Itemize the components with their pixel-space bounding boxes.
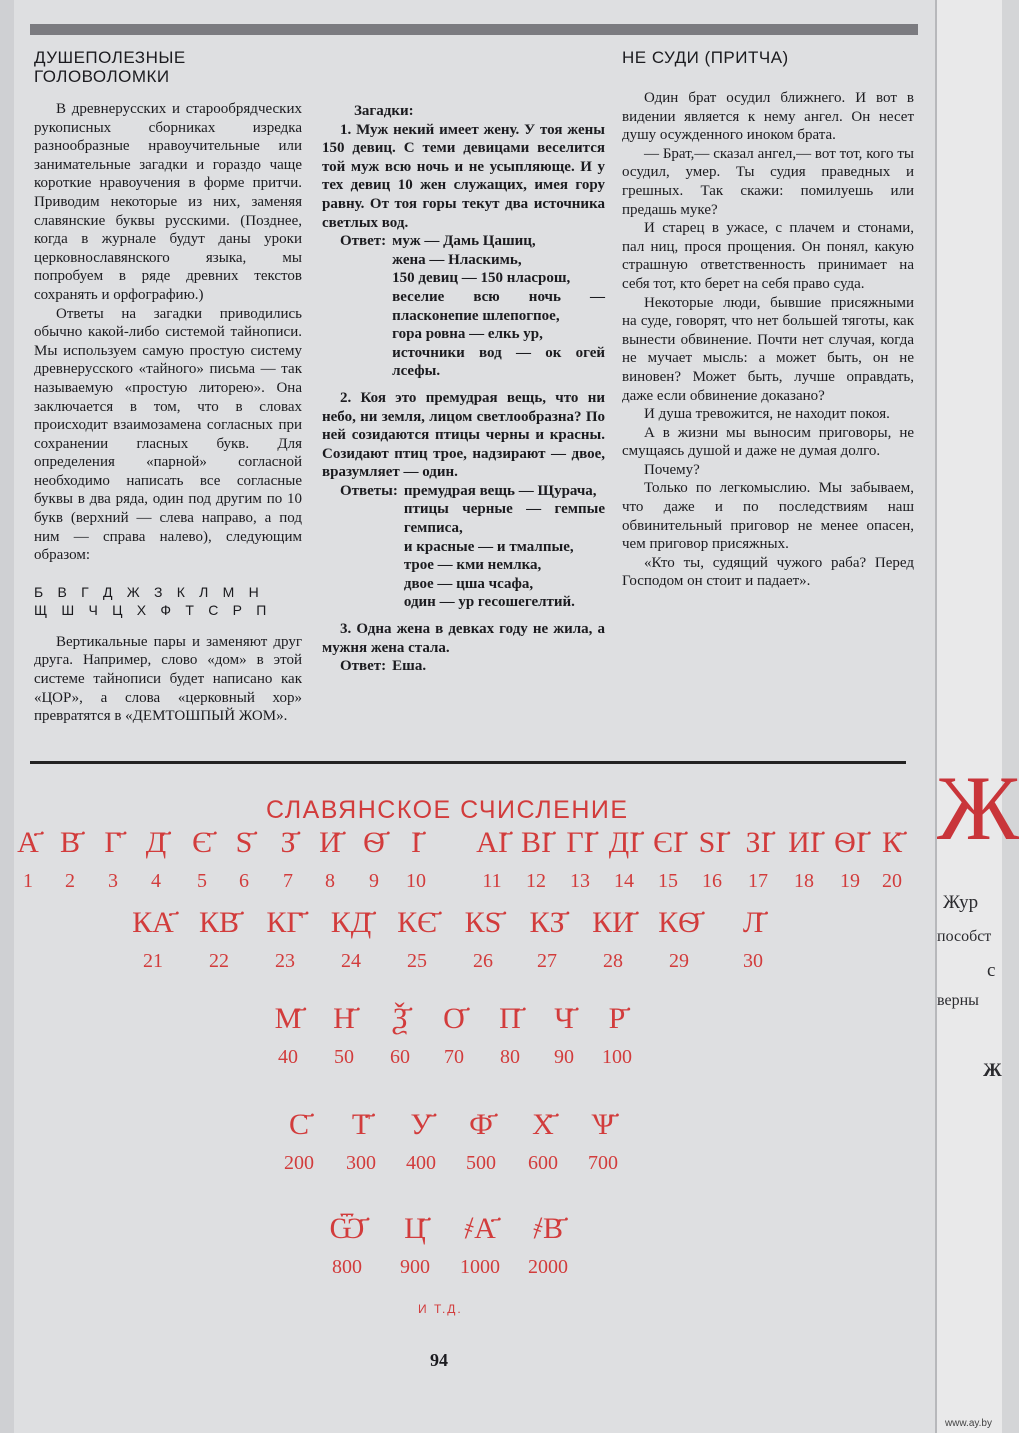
parable-paragraph: Один брат осудил ближнего. И вот в видении является к нему ангел. Он несет душу осужденного иноком брата. <box>622 90 914 144</box>
numeral <box>472 826 512 894</box>
etc-note: И Т.Д. <box>418 1302 463 1316</box>
numeral-value: 19 <box>840 870 860 892</box>
answer-2 <box>322 482 605 612</box>
parable-paragraph: Только по легкомыслию. Мы забываем, что даже и по последствиям наш обвинительный приговор не менее опасен, чем приговор присяжных. <box>622 480 914 553</box>
answer-line: и красные — и тмалпые, <box>403 538 574 555</box>
numeral <box>396 826 436 894</box>
numeral <box>516 826 556 894</box>
answer-1-lines <box>386 232 605 381</box>
riddle-2: 2. Коя это премудрая вещь, что ни небо, ни земля, лицом светлообразна? По ней созидаются птицы черны и красны. Созидают птиц трое, надзирают — двое, вразумляет — один. <box>322 389 605 481</box>
numeral-value: 14 <box>614 870 634 892</box>
numeral-value: 5 <box>197 870 207 892</box>
title-line-1: ДУШЕПОЛЕЗНЫЕ <box>34 48 186 67</box>
numeral-glyph: КЅ҃ <box>464 906 502 939</box>
column-1 <box>34 48 302 726</box>
numeral <box>648 826 688 894</box>
numeral <box>656 906 702 974</box>
numeral-value: 27 <box>537 950 557 972</box>
numeral <box>830 826 870 894</box>
numeral-value: 18 <box>794 870 814 892</box>
numeral-value: 800 <box>332 1256 362 1278</box>
numeral-value: 400 <box>406 1152 436 1174</box>
numeral-value: 23 <box>275 950 295 972</box>
numeral-value: 2000 <box>528 1256 568 1278</box>
cipher-row-2: Щ Ш Ч Ц Х Ф Т С Р П <box>34 601 272 618</box>
numeral-glyph: Х҃ <box>532 1108 554 1141</box>
numeral <box>516 1108 570 1176</box>
numeral <box>130 906 176 974</box>
numeral <box>196 906 242 974</box>
parable-paragraph: А в жизни мы выносим приговоры, не смущаясь душой и даже не думая долго. <box>622 424 914 460</box>
spacer <box>322 612 605 620</box>
adjacent-page-edge <box>935 0 1019 1433</box>
cipher-row-1: Б В Г Д Ж З К Л М Н <box>34 583 264 600</box>
numeral <box>138 826 174 894</box>
continued-text-spacer <box>322 48 605 102</box>
numeral-value: 22 <box>209 950 229 972</box>
answer-line: жена — Нласкимь, <box>392 251 522 268</box>
numeral-glyph: ЅІ҃ <box>698 826 726 859</box>
numeral-glyph: Ѯ҃ <box>392 1002 408 1035</box>
numeral-glyph: Ф҃ <box>469 1108 493 1141</box>
numeral <box>270 826 306 894</box>
numeral-glyph: КА҃ <box>132 906 174 939</box>
answer-line: гора ровна — елкь ур, <box>392 326 543 343</box>
numeral-glyph: Ѿ҃ <box>329 1212 365 1245</box>
parable-paragraph: И душа тревожится, не находит покоя. <box>644 406 890 423</box>
answer-2-lines <box>398 482 605 612</box>
numeral-value: 90 <box>554 1046 574 1068</box>
numeral-glyph: А҃ <box>17 826 39 859</box>
numeral-glyph: Н҃ <box>333 1002 355 1035</box>
numeral-value: 900 <box>400 1256 430 1278</box>
numeral <box>52 826 88 894</box>
numeral-value: 21 <box>143 950 163 972</box>
edge-text: Ж <box>983 1060 1002 1081</box>
numeral-glyph: КЄ҃ <box>397 906 437 939</box>
numeral-glyph: Ц҃ <box>404 1212 426 1245</box>
numeral-value: 8 <box>325 870 335 892</box>
numeral <box>576 1108 630 1176</box>
numeral-value: 50 <box>334 1046 354 1068</box>
numeral-value: 12 <box>526 870 546 892</box>
numeral <box>738 826 778 894</box>
numeral-value: 60 <box>390 1046 410 1068</box>
numeral-value: 16 <box>702 870 722 892</box>
numeral-value: 100 <box>602 1046 632 1068</box>
answer-1-label: Ответ: <box>340 233 387 250</box>
numeral-value: 13 <box>570 870 590 892</box>
column-3 <box>622 48 914 591</box>
numeral <box>446 1212 514 1280</box>
answer-line: муж — Дамь Цашиц, <box>392 233 536 250</box>
watermark: www.ay.by <box>944 1418 992 1429</box>
edge-text: с <box>987 960 996 981</box>
parable-paragraph: — Брат,— сказал ангел,— вот тот, кого ты осудил, умер. Ты судия праведных и грешных. Так скажи: помилуешь или предашь муке? <box>622 145 914 218</box>
page-shadow <box>0 0 14 1433</box>
answer-line: источники вод — ок огей лсефы. <box>392 344 605 380</box>
numeral-value: 28 <box>603 950 623 972</box>
spacer <box>322 381 605 389</box>
numeral <box>514 1212 582 1280</box>
numeral-glyph: В҃ <box>59 826 80 859</box>
parable-paragraph: Почему? <box>644 461 700 478</box>
parable-paragraph: «Кто ты, судящий чужого раба? Перед Господом он стоит и падает». <box>622 554 914 590</box>
numeral <box>272 1108 326 1176</box>
numeral-value: 15 <box>658 870 678 892</box>
numeral <box>432 1002 476 1070</box>
answer-3 <box>322 657 605 676</box>
numeral-value: 40 <box>278 1046 298 1068</box>
numeral-value: 24 <box>341 950 361 972</box>
column-2 <box>322 48 605 676</box>
numeral-glyph: ГІ҃ <box>566 826 594 859</box>
numeral-glyph: ВІ҃ <box>521 826 551 859</box>
numeral-value: 17 <box>748 870 768 892</box>
numeral <box>386 1212 444 1280</box>
numeral <box>226 826 262 894</box>
numeral-value: 10 <box>406 870 426 892</box>
parable-paragraph: И старец в ужасе, с плачем и стонами, пал ниц, прося прощения. Он понял, какую страшную ответственность принимает на себя тот, кто берет на себя право суда. <box>622 220 914 292</box>
numeral-glyph: Є҃ <box>192 826 212 859</box>
numeral-glyph: С҃ <box>288 1108 309 1141</box>
numeral-glyph: И҃ <box>319 826 341 859</box>
answer-line: один — ур гесошегелтий. <box>403 594 575 611</box>
numeral-value: 11 <box>482 870 502 892</box>
numeral <box>560 826 600 894</box>
top-rule <box>30 24 918 35</box>
numeral <box>312 826 348 894</box>
numeral-glyph: КѲ҃ <box>658 906 700 939</box>
numeral-glyph: З҃ <box>280 826 296 859</box>
numeral <box>322 1002 366 1070</box>
edge-text: пособст <box>937 928 992 945</box>
answer-line: двое — цша чсафа, <box>403 575 534 592</box>
numeral-glyph: Г҃ <box>104 826 122 859</box>
numeral <box>10 826 46 894</box>
numeral-value: 1000 <box>460 1256 500 1278</box>
numeral-glyph: ДІ҃ <box>608 826 640 859</box>
numeral-value: 700 <box>588 1152 618 1174</box>
numeral-glyph: КВ҃ <box>198 906 240 939</box>
numeral-value: 70 <box>444 1046 464 1068</box>
numeral <box>590 1002 644 1070</box>
answer-line: птицы черные — гемпые гемписа, <box>403 501 605 537</box>
riddles-heading: Загадки: <box>354 103 414 119</box>
answer-2-label: Ответы: <box>340 482 398 499</box>
answer-line: трое — кми немлка, <box>403 557 542 574</box>
numeral <box>334 1108 388 1176</box>
riddle-3: 3. Одна жена в девках году не жила, а мужня жена стала. <box>322 621 605 656</box>
example-paragraph: Вертикальные пары и заменяют друг друга. Например, слово «дом» в этой системе тайнописи будет написано как «ЦОР», а слова «церковный хор» превратятся в «ДЕМТОШПЫЙ ЖОМ». <box>34 633 302 725</box>
numeral-glyph: ИІ҃ <box>788 826 820 859</box>
numeral <box>872 826 912 894</box>
numeral <box>378 1002 422 1070</box>
numeral-glyph: Ѕ҃ <box>235 826 253 859</box>
title-line-2: ГОЛОВОЛОМКИ <box>34 67 170 86</box>
numeral-value: 25 <box>407 950 427 972</box>
numeral <box>692 826 732 894</box>
numeral-value: 26 <box>473 950 493 972</box>
intro-paragraph: В древнерусских и старообрядческих рукописных сборниках изредка разнообразные нравоучительные или занимательные загадки и гораздо чаще короткие нравоучения в форме притчи. Приводим некоторые из них, заменяя славянские буквы русскими. (Позднее, когда в журнале будут даны уроки церковнославянского языка, мы попробуем в ряде древних текстов сохранять и орфографию.) <box>34 101 302 303</box>
numeral-glyph: І҃ <box>411 826 421 859</box>
numeral <box>542 1002 586 1070</box>
numeral-value: 200 <box>284 1152 314 1174</box>
numeral-value: 600 <box>528 1152 558 1174</box>
edge-text: Жур <box>943 892 979 913</box>
answer-line: веселие всю ночь — пласконепие шлепогпое, <box>392 288 605 324</box>
numeral-value: 2 <box>65 870 75 892</box>
numeral-glyph: Л҃ <box>742 906 764 939</box>
numeral-glyph: КГ҃ <box>266 906 304 939</box>
answer-3-text: Еша. <box>392 658 427 675</box>
numeral-value: 500 <box>466 1152 496 1174</box>
numeral-glyph: Ѳ҃ <box>363 826 385 859</box>
numeral-glyph: Ѱ҃ <box>591 1108 615 1141</box>
numeral-glyph: О҃ <box>443 1002 465 1035</box>
numeral-value: 30 <box>743 950 763 972</box>
numeral-value: 4 <box>151 870 161 892</box>
numeral-glyph: У҃ <box>410 1108 432 1141</box>
numerals-title: СЛАВЯНСКОЕ СЧИСЛЕНИЕ <box>266 796 629 824</box>
numeral-glyph: Д҃ <box>145 826 167 859</box>
numeral-value: 300 <box>346 1152 376 1174</box>
parable-paragraph: Некоторые люди, бывшие присяжными на суде, говорят, что нет большей тяготы, как вынести обвинение. Почти нет случая, когда не мучает мысль: а может быть, он не виновен? Может быть, лучше оправдать, даже если обвинение доказано? <box>622 294 914 404</box>
numeral-value: 29 <box>669 950 689 972</box>
numeral <box>454 1108 508 1176</box>
answer-line: премудрая вещь — Щурача, <box>403 482 597 499</box>
numeral <box>356 826 392 894</box>
numeral-value: 3 <box>108 870 118 892</box>
edge-text: верны <box>937 992 979 1009</box>
numeral-glyph: АІ҃ <box>476 826 508 859</box>
answer-3-label: Ответ: <box>340 658 387 675</box>
numeral-value: 1 <box>23 870 33 892</box>
numeral <box>460 906 506 974</box>
numeral-glyph: ҂В҃ <box>532 1212 564 1245</box>
numeral-value: 20 <box>882 870 902 892</box>
numeral-glyph: М҃ <box>274 1002 302 1035</box>
parable-title: НЕ СУДИ (ПРИТЧА) <box>622 48 789 67</box>
numeral <box>394 906 440 974</box>
numeral-value: 7 <box>283 870 293 892</box>
cipher-paragraph: Ответы на загадки приводились обычно какой-либо системой тайнописи. Мы используем самую простую систему древнерусского «тайного» письма — так называемую «простую литорею». Она заключается в том, что в словах происходит взаимозамена согласных при сохранении гласных букв. Для определения «парной» согласной необходимо написать все согласные буквы в два ряда, один под другим по 10 букв (верхний — слева направо, а под ним — справа налево), следующим образом: <box>34 305 302 564</box>
numeral-glyph: КД҃ <box>330 906 372 939</box>
answer-1 <box>322 232 605 381</box>
large-letter-fragment: Ж <box>937 757 1019 859</box>
numeral <box>328 906 374 974</box>
numeral-value: 6 <box>239 870 249 892</box>
riddle-1: 1. Муж некий имеет жену. У тоя жены 150 девиц. С теми девицами веселится той муж всю ночь и не усыпляюще. И у тех девиц 10 жен служащих, имея гору равну. От тоя горы текут два источника светлых вод. <box>322 121 605 231</box>
numeral <box>318 1212 376 1280</box>
numeral <box>394 1108 448 1176</box>
numeral-glyph: К҃ <box>881 826 902 859</box>
numeral <box>524 906 570 974</box>
numeral-glyph: Р҃ <box>608 1002 626 1035</box>
numeral <box>95 826 131 894</box>
numeral-glyph: ЗІ҃ <box>745 826 771 859</box>
numeral <box>488 1002 532 1070</box>
numeral <box>266 1002 310 1070</box>
numeral <box>184 826 220 894</box>
article-title <box>34 48 302 86</box>
numeral <box>590 906 636 974</box>
numeral-value: 80 <box>500 1046 520 1068</box>
page-number: 94 <box>430 1350 448 1370</box>
numeral-glyph: ЄІ҃ <box>653 826 683 859</box>
section-divider <box>30 761 906 764</box>
numeral <box>262 906 308 974</box>
cipher-table <box>34 583 302 619</box>
numeral-value: 9 <box>369 870 379 892</box>
numeral <box>730 906 776 974</box>
numeral-glyph: Т҃ <box>351 1108 371 1141</box>
answer-line: 150 девиц — 150 нласрош, <box>392 270 571 287</box>
numeral-glyph: П҃ <box>499 1002 521 1035</box>
numeral-glyph: ҂А҃ <box>464 1212 496 1245</box>
numeral-glyph: ѲІ҃ <box>834 826 866 859</box>
numeral-glyph: КЗ҃ <box>529 906 565 939</box>
numeral <box>604 826 644 894</box>
numeral <box>784 826 824 894</box>
numeral-glyph: КИ҃ <box>592 906 634 939</box>
numeral-glyph: Ч҃ <box>554 1002 574 1035</box>
